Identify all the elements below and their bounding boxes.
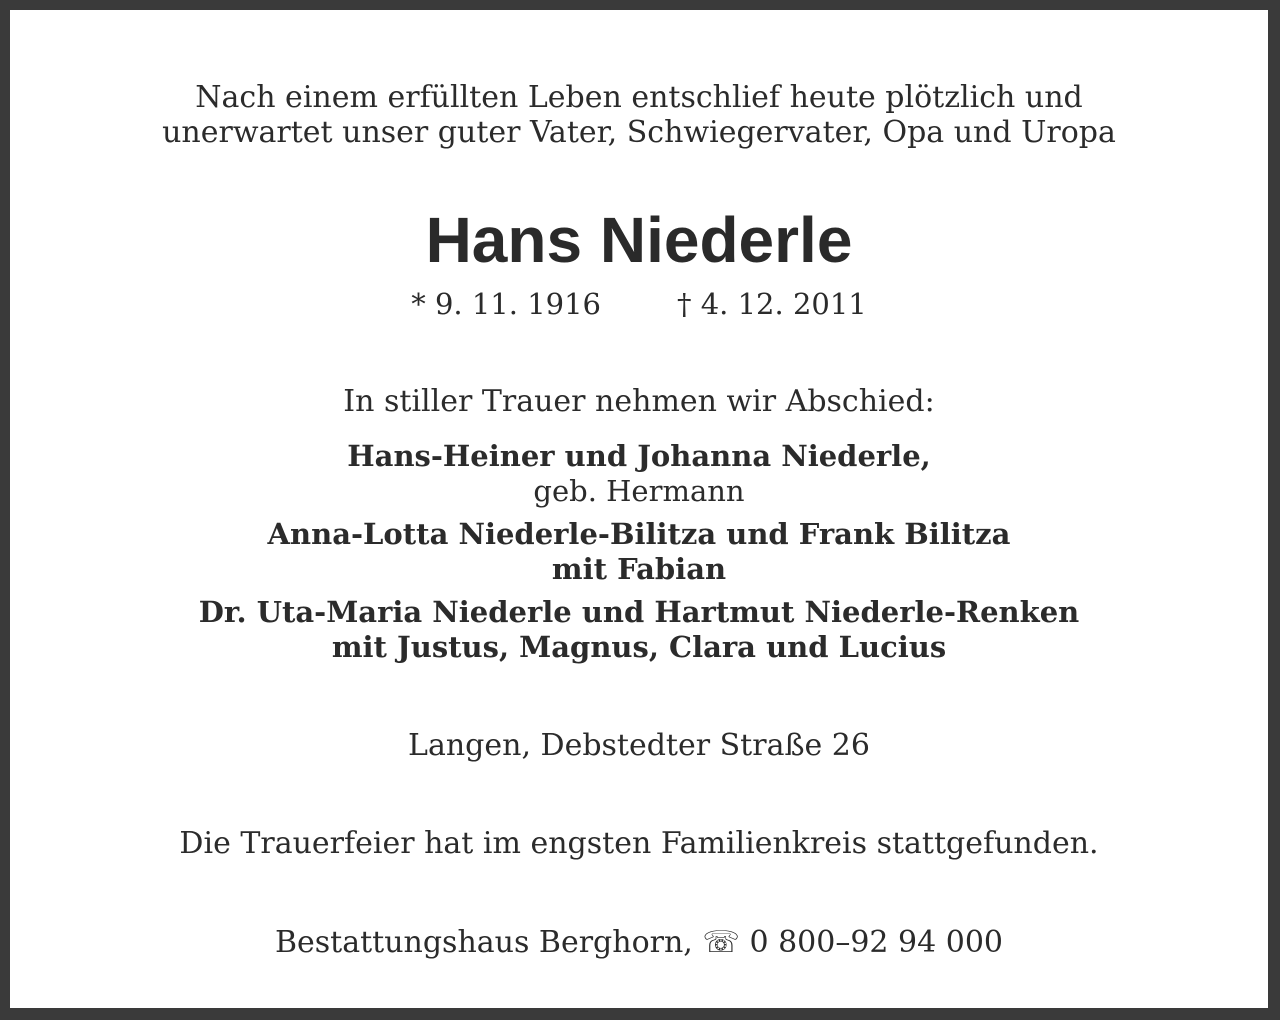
deceased-name: Hans Niederle (425, 204, 853, 276)
family-list (10, 439, 1268, 665)
undertaker-phone: 0 800–92 94 000 (749, 925, 1004, 960)
family-group-1-maiden-name: geb. Hermann (533, 474, 745, 508)
telephone-icon: ☏ (702, 925, 740, 960)
family-group-3-names: Dr. Uta-Maria Niederle und Hartmut Niederle-Renken (198, 595, 1080, 629)
intro-line-2: unerwartet unser guter Vater, Schwiegervater, Opa und Uropa (162, 115, 1116, 150)
family-group-2-children: mit Fabian (551, 552, 727, 586)
life-dates (10, 286, 1268, 322)
death-date: † 4. 12. 2011 (677, 287, 867, 321)
family-group-2-names: Anna-Lotta Niederle-Bilitza und Frank Bilitza (267, 517, 1011, 551)
intro-line-1: Nach einem erfüllten Leben entschlief heute plötzlich und (195, 80, 1083, 115)
family-group-3-children: mit Justus, Magnus, Clara und Lucius (331, 630, 947, 664)
obituary-notice (10, 10, 1268, 1008)
undertaker-info (10, 925, 1268, 961)
address: Langen, Debstedter Straße 26 (408, 728, 870, 763)
undertaker-name: Bestattungshaus Berghorn, (274, 925, 693, 960)
ceremony-note: Die Trauerfeier hat im engsten Familienkreis stattgefunden. (179, 826, 1099, 861)
family-group-1-names: Hans-Heiner und Johanna Niederle, (347, 439, 931, 473)
mourning-line: In stiller Trauer nehmen wir Abschied: (343, 384, 935, 419)
birth-date: * 9. 11. 1916 (411, 287, 601, 321)
intro-text (10, 80, 1268, 150)
